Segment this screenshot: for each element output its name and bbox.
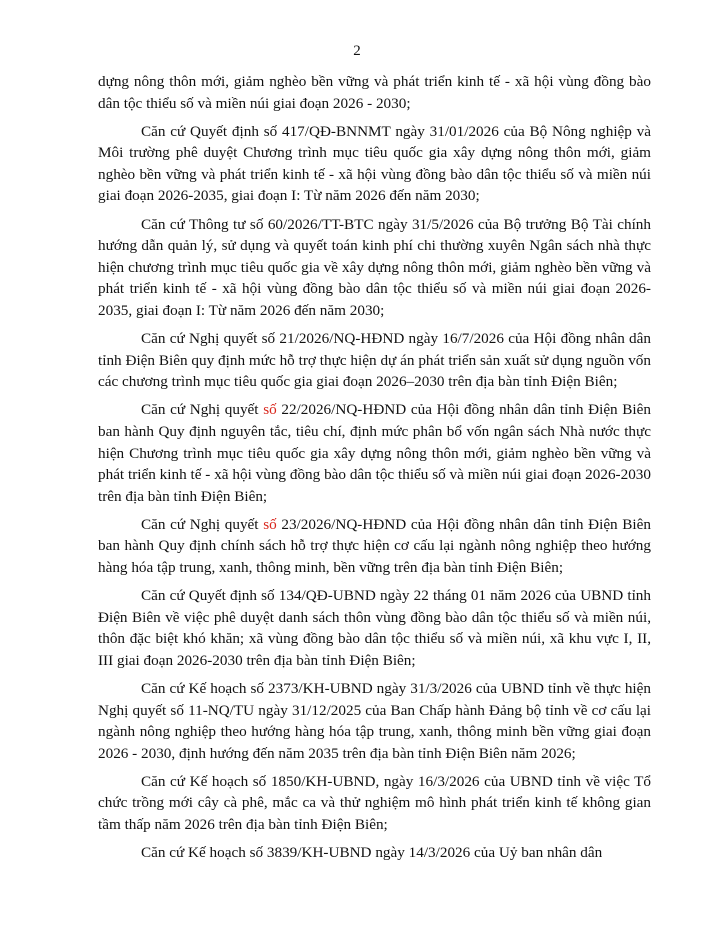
paragraph-text: Căn cứ Nghị quyết	[141, 515, 264, 533]
paragraph-decision-134: Căn cứ Quyết định số 134/QĐ-UBND ngày 22 tháng 01 năm 2026 của UBND tỉnh Điện Biên về việc phê duyệt danh sách thôn vùng đồng bào dân tộc thiểu số và miền núi, thôn đặc biệt khó khăn; xã vùng đồng bào dân tộc thiểu số và miền núi, xã khu vực I, II, III giai đoạn 2026-2030 trên địa bàn tỉnh Điện Biên;	[98, 587, 651, 669]
page-number: 2	[353, 43, 361, 59]
paragraph-text: 22/2026/NQ-HĐND của Hội đồng nhân dân tỉnh Điện Biên ban hành Quy định nguyên tắc, tiêu chí, định mức phân bổ vốn ngân sách Nhà nước thực hiện Chương trình mục tiêu quốc gia xây dựng nông thôn mới, giảm nghèo bền vững và phát triển kinh tế - xã hội vùng đồng bào dân tộc thiểu số và miền núi giai đoạn 2026-2030 trên địa bàn tỉnh Điện Biên;	[98, 401, 651, 505]
paragraph-text: Căn cứ Nghị quyết	[141, 401, 264, 419]
paragraph-continuation: dựng nông thôn mới, giảm nghèo bền vững và phát triển kinh tế - xã hội vùng đồng bào dân tộc thiểu số và miền núi giai đoạn 2026 - 2030;	[98, 73, 651, 112]
paragraph-resolution-21: Căn cứ Nghị quyết số 21/2026/NQ-HĐND ngày 16/7/2026 của Hội đồng nhân dân tỉnh Điện Biên quy định mức hỗ trợ thực hiện dự án phát triển sản xuất sử dụng nguồn vốn các chương trình mục tiêu quốc gia giai đoạn 2026–2030 trên địa bàn tỉnh Điện Biên;	[98, 330, 651, 391]
paragraph-text: 23/2026/NQ-HĐND của Hội đồng nhân dân tỉnh Điện Biên ban hành Quy định chính sách hỗ trợ thực hiện cơ cấu lại ngành nông nghiệp theo hướng hàng hóa tập trung, xanh, thông minh, bền vững trên địa bàn tỉnh Điện Biên;	[98, 515, 651, 576]
paragraph-resolution-23	[98, 514, 651, 579]
paragraph-plan-1850: Căn cứ Kế hoạch số 1850/KH-UBND, ngày 16/3/2026 của UBND tỉnh về việc Tổ chức trồng mới cây cà phê, mắc ca và thử nghiệm mô hình phát triển kinh tế không gian tầm thấp năm 2026 trên địa bàn tỉnh Điện Biên;	[98, 772, 651, 833]
highlighted-text: số	[263, 401, 277, 419]
paragraph-resolution-22	[98, 399, 651, 507]
paragraph-plan-3839: Căn cứ Kế hoạch số 3839/KH-UBND ngày 14/3/2026 của Uỷ ban nhân dân	[141, 844, 603, 862]
document-body	[98, 71, 651, 870]
paragraph-decision-417: Căn cứ Quyết định số 417/QĐ-BNNMT ngày 31/01/2026 của Bộ Nông nghiệp và Môi trường phê duyệt Chương trình mục tiêu quốc gia xây dựng nông thôn mới, giảm nghèo bền vững và phát triển kinh tế - xã hội vùng đồng bào dân tộc thiểu số và miền núi giai đoạn 2026-2035, giai đoạn I: Từ năm 2026 đến năm 2030;	[98, 122, 651, 205]
paragraph-circular-60: Căn cứ Thông tư số 60/2026/TT-BTC ngày 31/5/2026 của Bộ trưởng Bộ Tài chính hướng dẫn quản lý, sử dụng và quyết toán kinh phí chi thường xuyên Ngân sách nhà thực hiện chương trình mục tiêu quốc gia về xây dựng nông thôn mới, giảm nghèo bền vững và phát triển kinh tế - xã hội vùng đồng bào dân tộc thiểu số và miền núi giai đoạn 2026-2035, giai đoạn I: Từ năm 2026 đến năm 2030;	[98, 215, 651, 319]
paragraph-plan-2373: Căn cứ Kế hoạch số 2373/KH-UBND ngày 31/3/2026 của UBND tỉnh về thực hiện Nghị quyết số 11-NQ/TU ngày 31/12/2025 của Ban Chấp hành Đảng bộ tỉnh về cơ cấu lại ngành nông nghiệp theo hướng hàng hóa tập trung, xanh, thông minh bền vững giai đoạn 2026 - 2030, định hướng đến năm 2035 trên địa bàn tỉnh Điện Biên năm 2026;	[98, 679, 651, 762]
highlighted-text: số	[263, 515, 277, 533]
